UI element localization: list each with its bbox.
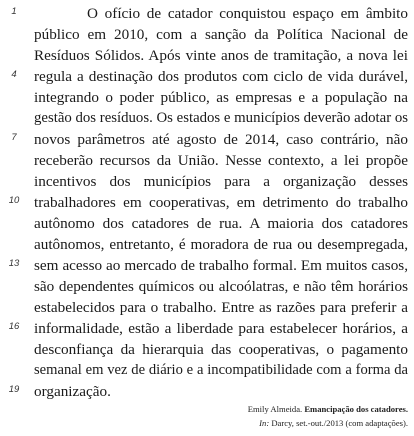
text-line: autônomo dos catadores de rua. A maioria dos catadores: [34, 215, 408, 232]
text-line: semanal em vez de diário e a incompatibilidade com a forma da: [34, 362, 408, 378]
text-line: sem acesso ao mercado de trabalho formal. Em muitos casos,: [34, 257, 408, 274]
text-line: autônomos, entretanto, é moradora de rua ou desempregada,: [34, 236, 408, 253]
text-line: trabalhadores em cooperativas, em detrimento do trabalho: [34, 194, 408, 211]
line-number: 10: [8, 195, 20, 206]
source-in-label: In:: [259, 418, 270, 428]
text-line: incentivos dos municípios para a organização desses: [34, 173, 408, 190]
text-line: regula a destinação dos produtos com ciclo de vida durável,: [34, 68, 408, 85]
line-number: 7: [11, 132, 17, 143]
source-citation-line-1: [130, 403, 408, 416]
text-line: receberão recursos da União. Nesse contexto, a lei propõe: [34, 152, 408, 169]
text-line: são dependentes químicos ou alcoólatras, e não têm horários: [34, 278, 408, 295]
text-line: estabelecidos para o trabalho. Entre as razões para preferir a: [34, 299, 408, 316]
line-number: 16: [8, 321, 20, 332]
source-author: Emily Almeida.: [247, 404, 303, 414]
text-line: novos parâmetros até agosto de 2014, caso contrário, não: [34, 131, 408, 148]
text-line: público em 2010, com a sanção da Política Nacional de: [34, 26, 408, 43]
text-line: desconfiança da hierarquia das cooperativas, o pagamento: [34, 341, 408, 358]
line-number: 1: [11, 6, 17, 17]
line-number: 19: [8, 384, 20, 395]
source-title: Emancipação dos catadores.: [304, 404, 408, 414]
source-citation-line-2: [130, 417, 408, 430]
text-line: organização.: [34, 383, 111, 400]
text-line: gestão dos resíduos. Os estados e municípios deverão adotar os: [34, 110, 408, 126]
line-number: 13: [8, 258, 20, 269]
source-publication: Darcy, set.-out./2013 (com adaptações).: [271, 418, 408, 428]
line-number: 4: [11, 69, 17, 80]
text-line: informalidade, estão a liberdade para estabelecer horários, a: [34, 320, 408, 337]
text-line: O ofício de catador conquistou espaço em âmbito: [87, 5, 408, 22]
text-line: integrando o poder público, as empresas e a população na: [34, 89, 408, 106]
text-line: Resíduos Sólidos. Após vinte anos de tramitação, a nova lei: [34, 47, 408, 64]
